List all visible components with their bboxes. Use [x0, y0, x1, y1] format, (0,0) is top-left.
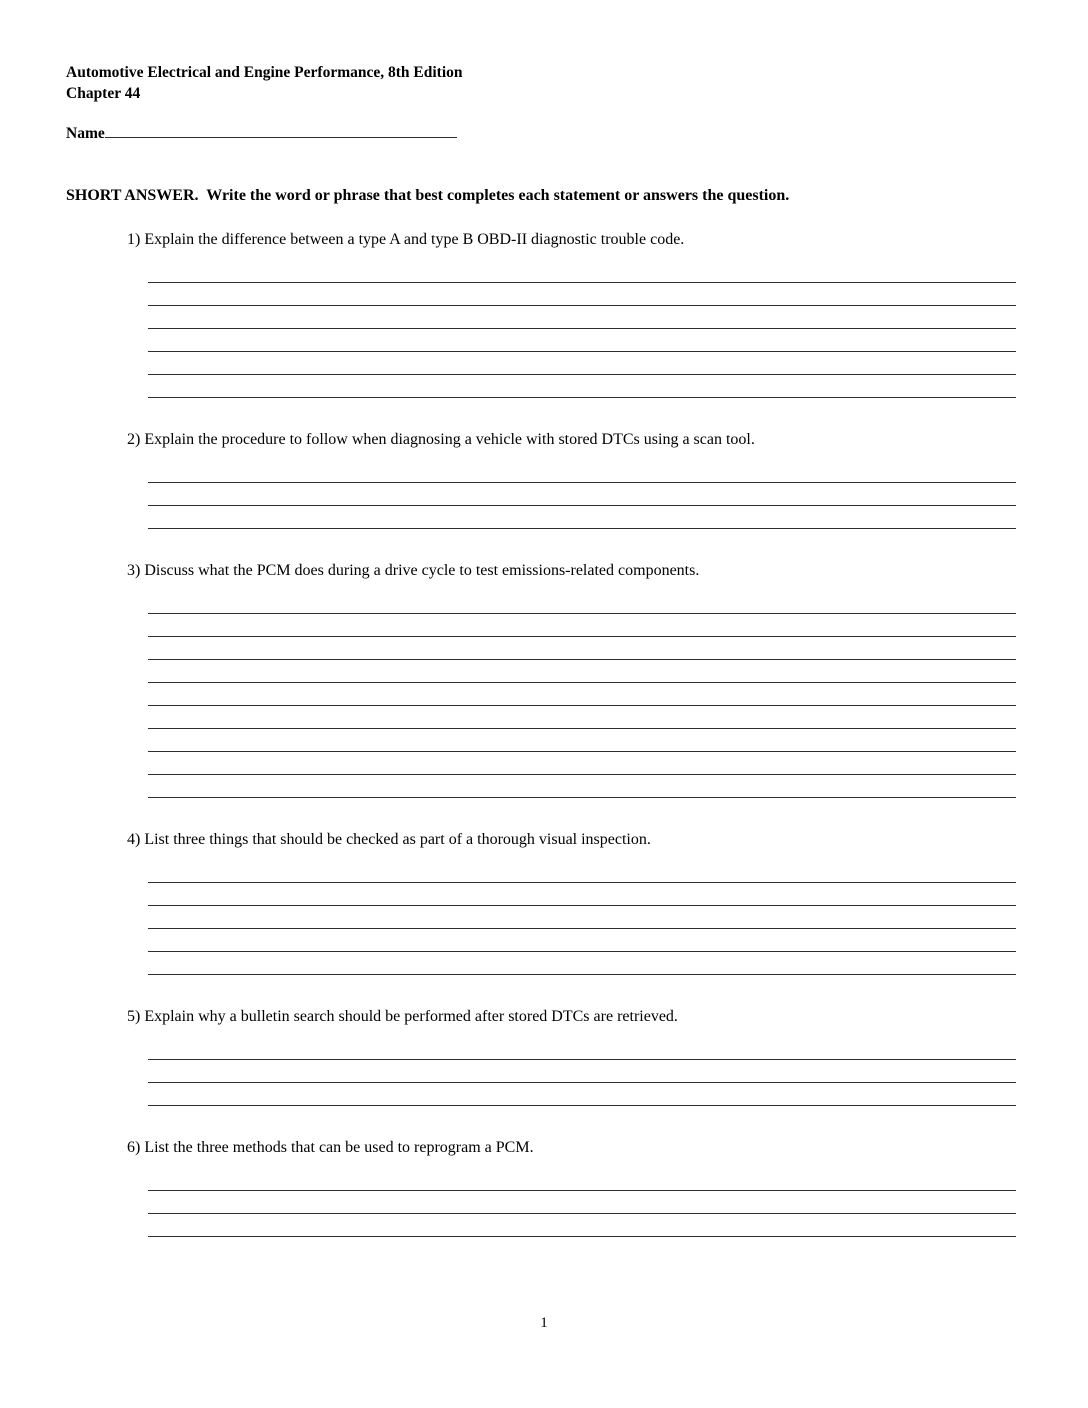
answer-line — [148, 1060, 1016, 1083]
question-5 — [66, 1007, 1016, 1106]
question-text — [127, 561, 1016, 581]
questions — [66, 230, 1016, 1237]
answer-line — [148, 775, 1016, 798]
question-1 — [66, 230, 1016, 398]
answer-lines — [148, 1037, 1016, 1106]
answer-lines — [148, 460, 1016, 529]
chapter-label: Chapter 44 — [66, 85, 141, 102]
question-body: List the three methods that can be used to reprogram a PCM. — [144, 1139, 534, 1156]
section-instructions: SHORT ANSWER. Write the word or phrase that best completes each statement or answers the question. — [66, 187, 790, 204]
answer-line — [148, 883, 1016, 906]
answer-line — [148, 1191, 1016, 1214]
question-body: List three things that should be checked as part of a thorough visual inspection. — [144, 831, 651, 848]
answer-line — [148, 906, 1016, 929]
answer-lines — [148, 1168, 1016, 1237]
question-number: 6) — [127, 1139, 141, 1156]
book-title: Automotive Electrical and Engine Performance, 8th Edition — [66, 64, 463, 81]
question-text — [127, 430, 1016, 450]
answer-lines — [148, 260, 1016, 398]
name-label: Name — [66, 125, 105, 142]
answer-line — [148, 706, 1016, 729]
question-text — [127, 830, 1016, 850]
page-number: 1 — [540, 1315, 548, 1331]
answer-line — [148, 614, 1016, 637]
question-text — [127, 1007, 1016, 1027]
document-header — [66, 62, 1016, 104]
answer-line — [148, 352, 1016, 375]
answer-line — [148, 1037, 1016, 1060]
answer-line — [148, 483, 1016, 506]
answer-line — [148, 860, 1016, 883]
answer-line — [148, 1168, 1016, 1191]
answer-line — [148, 1214, 1016, 1237]
question-number: 4) — [127, 831, 141, 848]
answer-line — [148, 306, 1016, 329]
question-body: Explain why a bulletin search should be performed after stored DTCs are retrieved. — [144, 1008, 678, 1025]
answer-line — [148, 591, 1016, 614]
answer-lines — [148, 860, 1016, 975]
answer-line — [148, 683, 1016, 706]
answer-line — [148, 660, 1016, 683]
answer-line — [148, 283, 1016, 306]
question-3 — [66, 561, 1016, 798]
question-number: 3) — [127, 562, 141, 579]
question-text — [127, 230, 1016, 250]
name-row — [66, 122, 1016, 144]
answer-line — [148, 329, 1016, 352]
question-2 — [66, 430, 1016, 529]
answer-line — [148, 729, 1016, 752]
answer-line — [148, 752, 1016, 775]
answer-line — [148, 375, 1016, 398]
answer-line — [148, 929, 1016, 952]
question-text — [127, 1138, 1016, 1158]
answer-line — [148, 1083, 1016, 1106]
question-body: Explain the difference between a type A and type B OBD-II diagnostic trouble code. — [144, 231, 685, 248]
answer-line — [148, 506, 1016, 529]
question-6 — [66, 1138, 1016, 1237]
answer-line — [148, 460, 1016, 483]
question-number: 2) — [127, 431, 141, 448]
question-number: 1) — [127, 231, 141, 248]
answer-line — [148, 952, 1016, 975]
answer-line — [148, 260, 1016, 283]
answer-line — [148, 637, 1016, 660]
question-body: Explain the procedure to follow when diagnosing a vehicle with stored DTCs using a scan tool. — [144, 431, 755, 448]
question-4 — [66, 830, 1016, 975]
question-body: Discuss what the PCM does during a drive cycle to test emissions-related components. — [144, 562, 700, 579]
question-number: 5) — [127, 1008, 141, 1025]
answer-lines — [148, 591, 1016, 798]
name-underline — [105, 122, 457, 138]
